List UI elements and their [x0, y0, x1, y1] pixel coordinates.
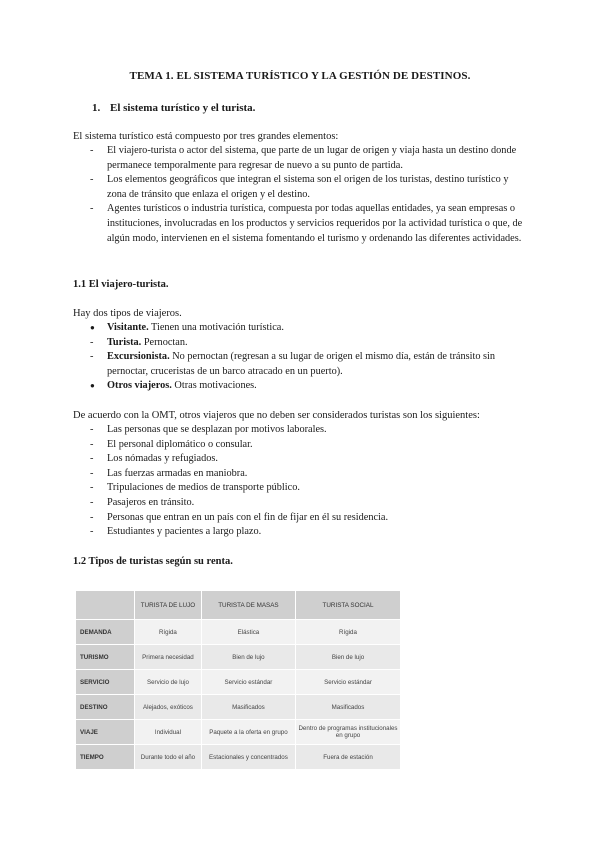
table-cell: Servicio estándar — [296, 670, 401, 695]
list-item: - Tripulaciones de medios de transporte público. — [90, 481, 530, 496]
table-cell: Paquete a la oferta en grupo — [201, 720, 295, 745]
term: Turista. — [107, 336, 142, 348]
list-item: - Las fuerzas armadas en maniobra. — [90, 467, 530, 482]
row-header: TIEMPO — [76, 745, 135, 770]
table-row — [76, 745, 401, 770]
table-cell: Individual — [135, 720, 202, 745]
table-cell: Servicio estándar — [201, 670, 295, 695]
section-number: 1. — [92, 102, 101, 114]
row-header: SERVICIO — [76, 670, 135, 695]
table-header-row — [76, 591, 401, 620]
table-row — [76, 720, 401, 745]
table-cell: Primera necesidad — [135, 645, 202, 670]
header-cell: TURISTA SOCIAL — [296, 591, 401, 620]
list-item-turista — [90, 336, 530, 351]
table-cell: Rígida — [296, 620, 401, 645]
table-cell: Alejados, exóticos — [135, 695, 202, 720]
table-cell: Durante todo el año — [135, 745, 202, 770]
section-heading-1-1: 1.1 El viajero-turista. — [73, 279, 169, 290]
list-item: - Estudiantes y pacientes a largo plazo. — [90, 525, 530, 540]
table-cell: Dentro de programas institucionales en grupo — [296, 720, 401, 745]
section-label: El sistema turístico y el turista. — [110, 102, 256, 114]
list-item: - El viajero-turista o actor del sistema, que parte de un lugar de origen y viaja hasta un destino donde permanece temporalmente para regresar de nuevo a su punto de partida. — [90, 144, 530, 173]
table-cell: Bien de lujo — [296, 645, 401, 670]
row-header: VIAJE — [76, 720, 135, 745]
list-item-visitante — [90, 321, 530, 336]
list-item-otros — [90, 379, 530, 394]
desc: Pernoctan. — [141, 336, 188, 348]
list-item: - Los elementos geográficos que integran el sistema son el origen de los turistas, destino turístico y zona de tránsito que enlaza el origen y el destino. — [90, 173, 530, 202]
desc: Otras motivaciones. — [171, 380, 257, 392]
table-row — [76, 645, 401, 670]
elements-list — [90, 144, 530, 246]
list-item: - Los nómadas y refugiados. — [90, 452, 530, 467]
omt-intro: De acuerdo con la OMT, otros viajeros que no deben ser considerados turistas son los siguientes: — [73, 410, 480, 421]
table-cell: Servicio de lujo — [135, 670, 202, 695]
row-header: TURISMO — [76, 645, 135, 670]
omt-list — [90, 423, 530, 540]
list-item-excursionista — [90, 350, 530, 379]
term: Otros viajeros. — [107, 380, 172, 392]
traveler-types-list — [90, 321, 530, 394]
table-cell: Estacionales y concentrados — [201, 745, 295, 770]
types-intro: Hay dos tipos de viajeros. — [73, 308, 182, 319]
table-row — [76, 670, 401, 695]
row-header: DESTINO — [76, 695, 135, 720]
term: Visitante. — [107, 322, 149, 333]
table-cell: Fuera de estación — [296, 745, 401, 770]
list-item: - Personas que entran en un país con el fin de fijar en él su residencia. — [90, 511, 530, 526]
table-row — [76, 695, 401, 720]
list-item: - El personal diplomático o consular. — [90, 438, 530, 453]
tourist-types-table — [75, 590, 401, 770]
header-cell — [76, 591, 135, 620]
list-item: - Agentes turísticos o industria turística, compuesta por todas aquellas entidades, ya sean empresas o instituciones, involucradas en los productos y servicios requeridos por la actividad turística o que, de algún modo, intervienen en el sistema fomentando el turismo y ordenando las diferentes actividades. — [90, 202, 530, 246]
table-row — [76, 620, 401, 645]
table-cell: Rígida — [135, 620, 202, 645]
desc: Tienen una motivación turística. — [148, 322, 284, 333]
term: Excursionista. — [107, 351, 170, 363]
page-title: TEMA 1. EL SISTEMA TURÍSTICO Y LA GESTIÓN DE DESTINOS. — [129, 70, 471, 82]
header-cell: TURISTA DE LUJO — [135, 591, 202, 620]
table-cell: Masificados — [201, 695, 295, 720]
section-heading-1-2: 1.2 Tipos de turistas según su renta. — [73, 556, 233, 567]
list-item: - Pasajeros en tránsito. — [90, 496, 530, 511]
table-cell: Bien de lujo — [201, 645, 295, 670]
table-cell: Masificados — [296, 695, 401, 720]
header-cell: TURISTA DE MASAS — [201, 591, 295, 620]
row-header: DEMANDA — [76, 620, 135, 645]
table-cell: Elástica — [201, 620, 295, 645]
desc: No pernoctan (regresan a su lugar de origen el mismo día, están de tránsito sin pernoctar, cruceristas de un barco atracado en un puerto). — [107, 351, 496, 377]
section-heading-1 — [92, 102, 255, 114]
intro-paragraph: El sistema turístico está compuesto por tres grandes elementos: — [73, 131, 339, 142]
list-item: - Las personas que se desplazan por motivos laborales. — [90, 423, 530, 438]
